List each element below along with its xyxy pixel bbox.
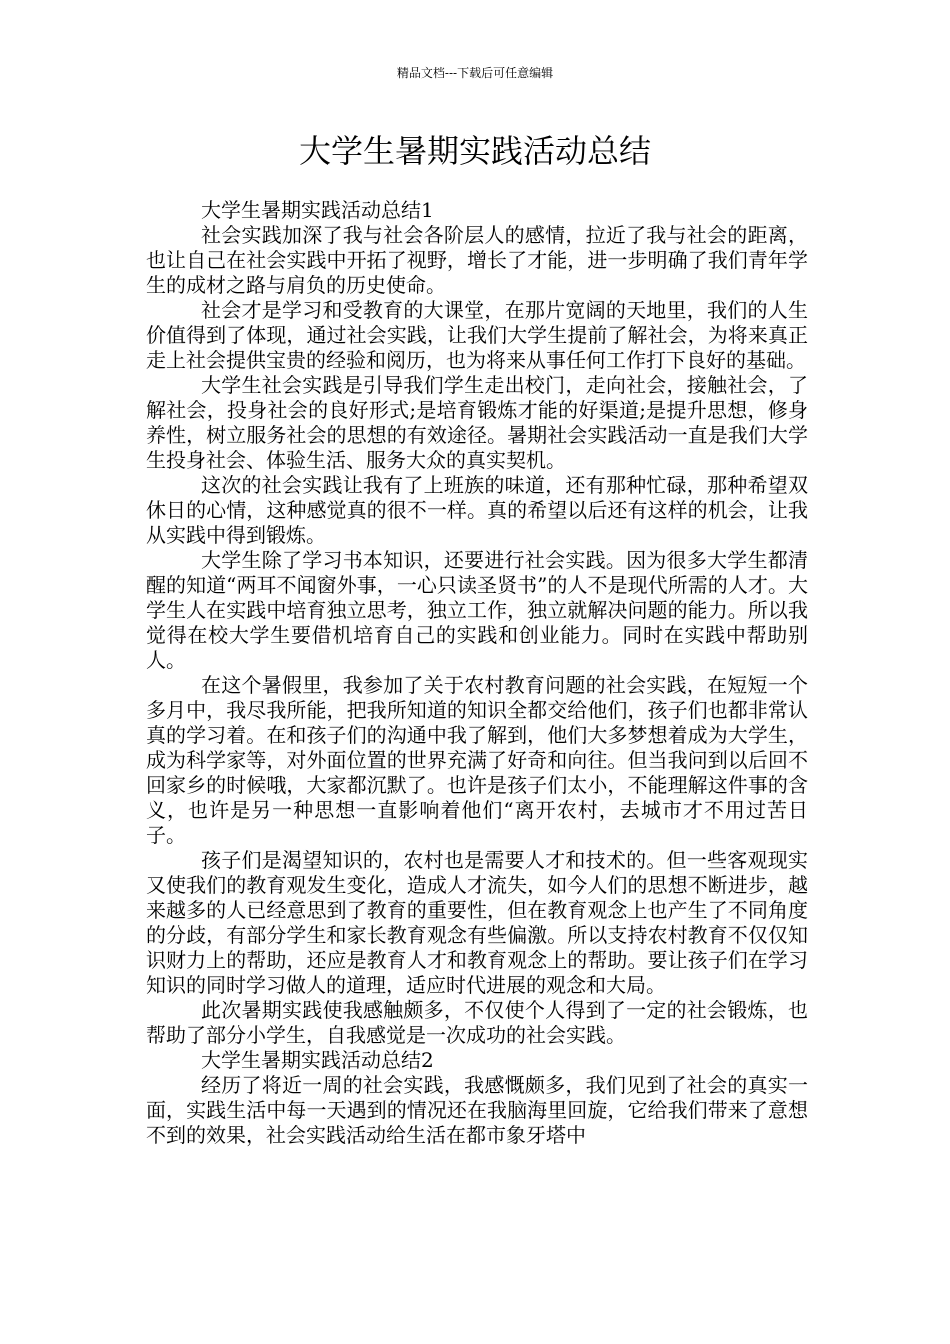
paragraph: 大学生社会实践是引导我们学生走出校门，走向社会，接触社会，了解社会，投身社会的良好形式;是培育锻炼才能的好渠道;是提升思想，修身养性，树立服务社会的思想的有效途径。暑期社会实践活动一直是我们大学生投身社会、体验生活、服务大众的真实契机。 bbox=[146, 373, 808, 472]
paragraph: 社会才是学习和受教育的大课堂，在那片宽阔的天地里，我们的人生价值得到了体现，通过社会实践，让我们大学生提前了解社会，为将来真正走上社会提供宝贵的经验和阅历，也为将来从事任何工作打下良好的基础。 bbox=[146, 298, 808, 372]
page-header: 精品文档---下载后可任意编辑 bbox=[396, 66, 554, 80]
paragraph: 在这个暑假里，我参加了关于农村教育问题的社会实践，在短短一个多月中，我尽我所能，把我所知道的知识全都交给他们，孩子们也都非常认真的学习着。在和孩子们的沟通中我了解到，他们大多梦想着成为大学生，成为科学家等，对外面位置的世界充满了好奇和向往。但当我问到以后回不回家乡的时候哦，大家都沉默了。也许是孩子们太小，不能理解这件事的含义，也许是另一种思想一直影响着他们“离开农村，去城市才不用过苦日子。 bbox=[146, 673, 808, 847]
paragraph: 大学生除了学习书本知识，还要进行社会实践。因为很多大学生都清醒的知道“两耳不闻窗外事，一心只读圣贤书”的人不是现代所需的人才。大学生人在实践中培育独立思考，独立工作，独立就解决问题的能力。所以我觉得在校大学生要借机培育自己的实践和创业能力。同时在实践中帮助别人。 bbox=[146, 548, 808, 672]
paragraph: 此次暑期实践使我感触颇多，不仅使个人得到了一定的社会锻炼，也帮助了部分小学生，自我感觉是一次成功的社会实践。 bbox=[146, 998, 808, 1047]
section-heading-2: 大学生暑期实践活动总结2 bbox=[201, 1048, 434, 1072]
document-title: 大学生暑期实践活动总结 bbox=[298, 132, 651, 170]
paragraph: 孩子们是渴望知识的，农村也是需要人才和技术的。但一些客观现实又使我们的教育观发生变化，造成人才流失，如今人们的思想不断进步，越来越多的人已经意思到了教育的重要性，但在教育观念上也产生了不同角度的分歧，有部分学生和家长教育观念有些偏激。所以支持农村教育不仅仅知识财力上的帮助，还应是教育人才和教育观念上的帮助。要让孩子们在学习知识的同时学习做人的道理，适应时代进展的观念和大局。 bbox=[146, 848, 808, 997]
paragraph: 这次的社会实践让我有了上班族的味道，还有那种忙碌，那种希望双休日的心情，这种感觉真的很不一样。真的希望以后还有这样的机会，让我从实践中得到锻炼。 bbox=[146, 473, 808, 547]
document-body bbox=[146, 198, 808, 1148]
section-heading-1: 大学生暑期实践活动总结1 bbox=[201, 198, 434, 222]
paragraph: 经历了将近一周的社会实践，我感慨颇多，我们见到了社会的真实一面，实践生活中每一天遇到的情况还在我脑海里回旋，它给我们带来了意想不到的效果，社会实践活动给生活在都市象牙塔中 bbox=[146, 1073, 808, 1147]
paragraph: 社会实践加深了我与社会各阶层人的感情，拉近了我与社会的距离，也让自己在社会实践中开拓了视野，增长了才能，进一步明确了我们青年学生的成材之路与肩负的历史使命。 bbox=[146, 223, 808, 297]
